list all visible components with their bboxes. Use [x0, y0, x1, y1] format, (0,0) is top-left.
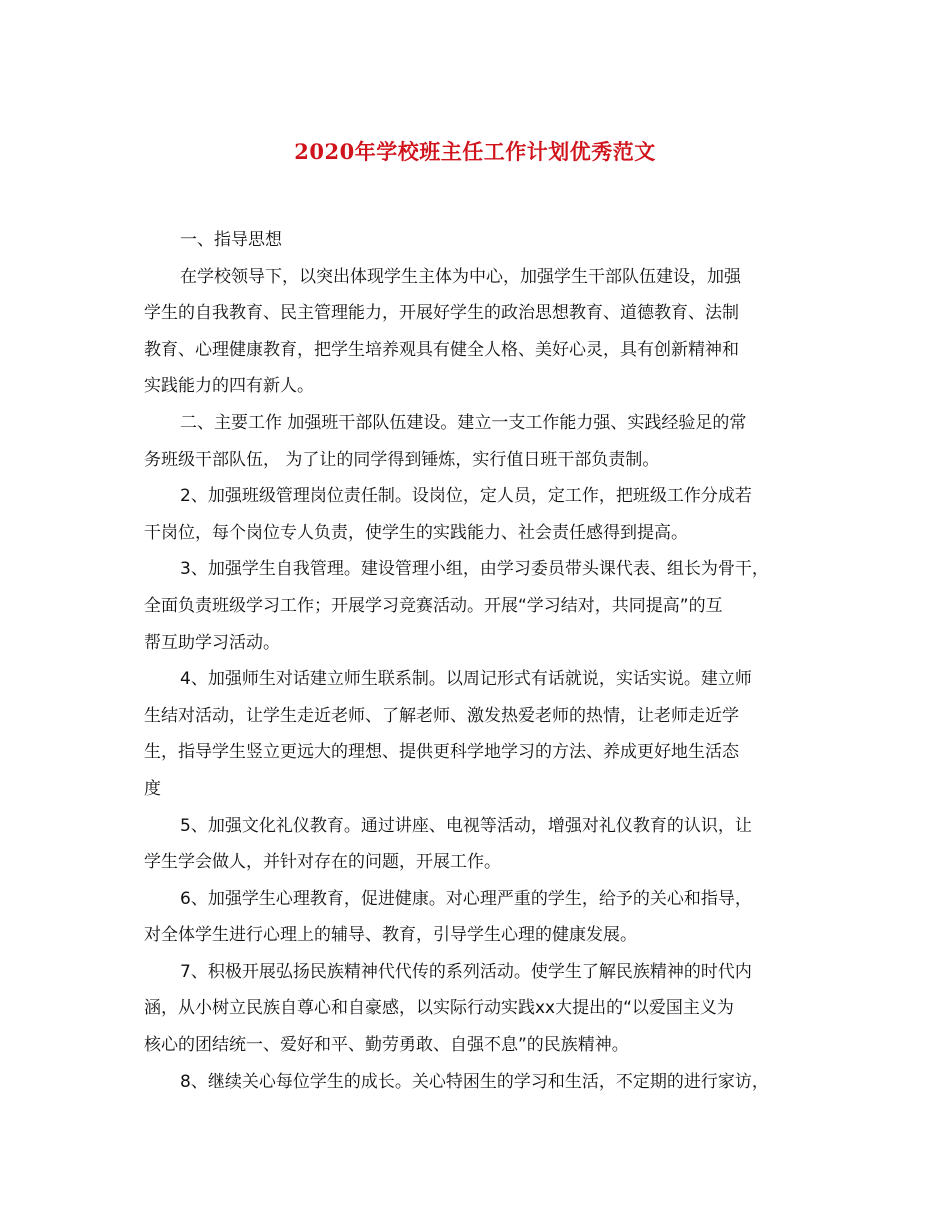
- text-line: 务班级干部队伍， 为了让的同学得到锤炼，实行值日班干部负责制。: [144, 449, 660, 470]
- text-line: 实践能力的四有新人。: [144, 376, 314, 397]
- document-title: 2020年学校班主任工作计划优秀范文: [294, 139, 656, 164]
- text-line: 核心的团结统一、爱好和平、勤劳勇敢、自强不息”的民族精神。: [144, 1035, 629, 1056]
- text-line: 生，指导学生竖立更远大的理想、提供更科学地学习的方法、养成更好地生活态: [144, 742, 739, 763]
- text-line: 6、加强学生心理教育，促进健康。对心理严重的学生，给予的关心和指导，: [180, 888, 752, 909]
- text-line: 5、加强文化礼仪教育。通过讲座、电视等活动，增强对礼仪教育的认识，让: [180, 815, 752, 836]
- text-line: 学生的自我教育、民主管理能力，开展好学生的政治思想教育、道德教育、法制: [144, 303, 739, 324]
- text-line: 生结对活动，让学生走近老师、了解老师、激发热爱老师的热情，让老师走近学: [144, 705, 739, 726]
- text-line: 8、继续关心每位学生的成长。关心特困生的学习和生活，不定期的进行家访，: [180, 1071, 769, 1092]
- text-line: 学生学会做人，并针对存在的问题，开展工作。: [144, 852, 501, 873]
- text-line: 教育、心理健康教育，把学生培养观具有健全人格、美好心灵，具有创新精神和: [144, 339, 739, 360]
- text-line: 在学校领导下，以突出体现学生主体为中心，加强学生干部队伍建设，加强: [180, 266, 741, 287]
- text-line: 二、主要工作 加强班干部队伍建设。建立一支工作能力强、实践经验足的常: [180, 412, 747, 433]
- text-line: 全面负责班级学习工作；开展学习竞赛活动。开展“学习结对，共同提高”的互: [144, 595, 723, 616]
- text-line: 对全体学生进行心理上的辅导、教育，引导学生心理的健康发展。: [144, 925, 637, 946]
- text-line: 涵，从小树立民族自尊心和自豪感，以实际行动实践xx大提出的“以爱国主义为: [144, 998, 734, 1019]
- text-line: 3、加强学生自我管理。建设管理小组，由学习委员带头课代表、组长为骨干，: [180, 559, 769, 580]
- text-line: 4、加强师生对话建立师生联系制。以周记形式有话就说，实话实说。建立师: [180, 669, 752, 690]
- document-body: [144, 222, 809, 1100]
- text-line: 帮互助学习活动。: [144, 632, 280, 653]
- text-line: 一、指导思想: [180, 230, 282, 250]
- text-line: 2、加强班级管理岗位责任制。设岗位，定人员，定工作，把班级工作分成若: [180, 486, 752, 507]
- text-line: 度: [144, 778, 161, 799]
- text-line: 7、积极开展弘扬民族精神代代传的系列活动。使学生了解民族精神的时代内: [180, 961, 752, 982]
- text-line: 干岗位，每个岗位专人负责，使学生的实践能力、社会责任感得到提高。: [144, 522, 688, 543]
